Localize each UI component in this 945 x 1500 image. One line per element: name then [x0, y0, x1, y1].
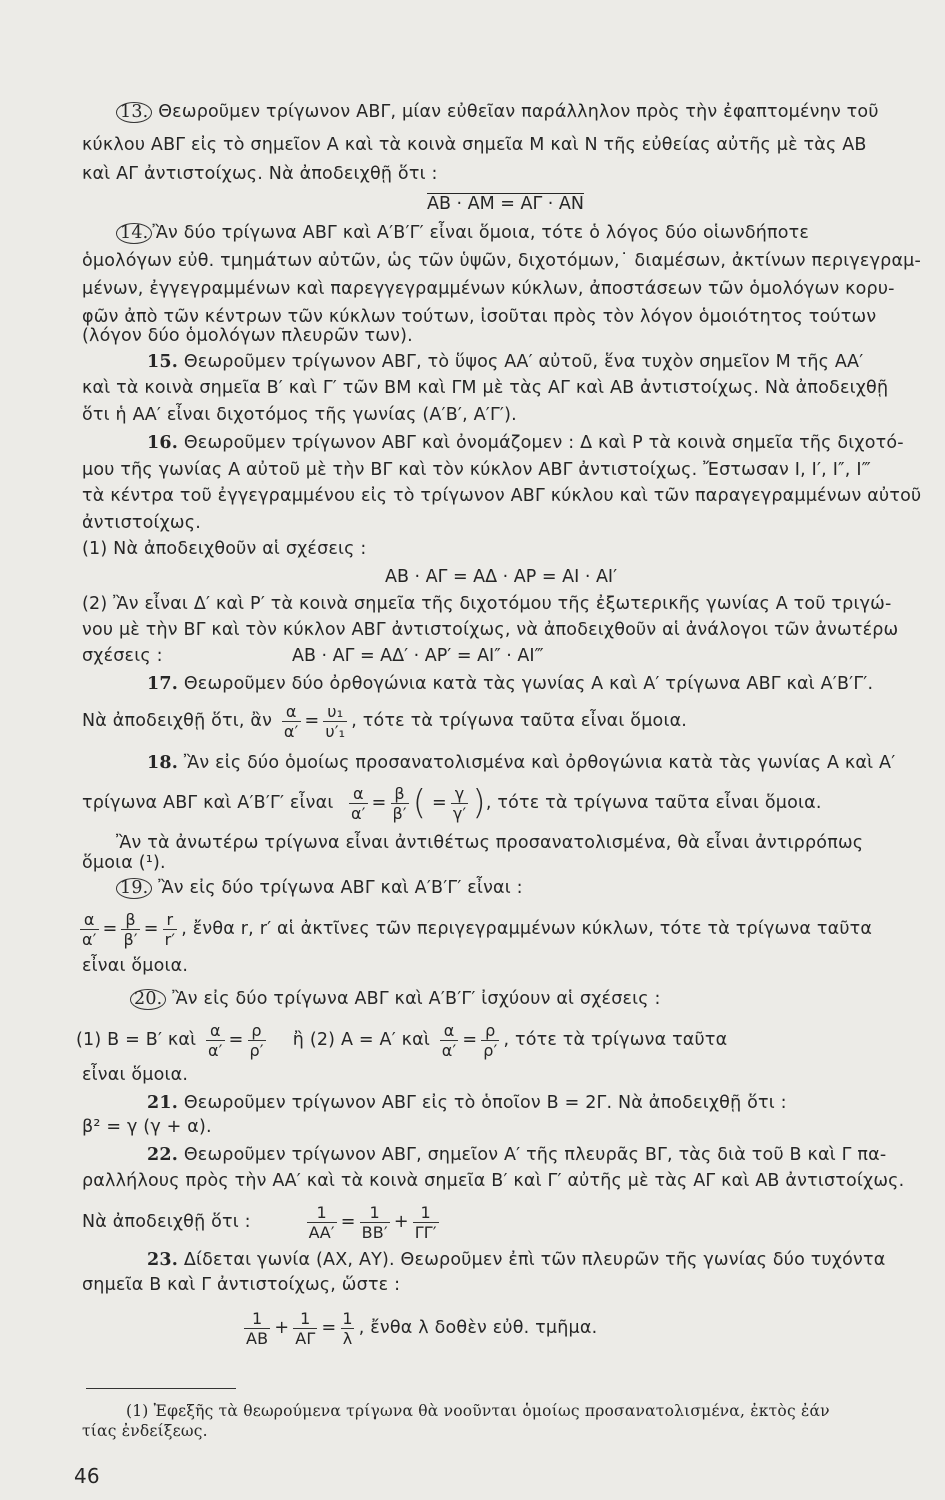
exercise-18-line-4: ὅμοια (¹). — [82, 853, 166, 873]
fraction — [440, 1021, 459, 1060]
fraction — [121, 910, 139, 949]
exercise-15-line-3: ὅτι ἡ ΑΑ′ εἶναι διχοτόμος τῆς γωνίας (Α′Β′, Α′Γ′). — [82, 405, 517, 425]
denominator: ΑΑ′ — [308, 1222, 335, 1242]
numerator: 1 — [420, 1202, 431, 1222]
fraction — [323, 702, 347, 741]
denominator: λ — [342, 1328, 353, 1348]
exercise-16-line-6: (2) Ἂν εἶναι Δ′ καὶ Ρ′ τὰ κοινὰ σημεῖα τῆς διχοτόμου τῆς ἐξωτερικῆς γωνίας Α τοῦ τριγώ- — [82, 594, 892, 614]
equation: ΑΒ · ΑΓ = ΑΔ′ · ΑΡ′ = ΑΙ″ · ΑΙ‴ — [292, 646, 544, 666]
exercise-text: Δίδεται γωνία (ΑΧ, ΑΥ). Θεωροῦμεν ἐπὶ τῶν πλευρῶν τῆς γωνίας δύο τυχόντα — [183, 1250, 886, 1270]
exercise-16-line-4: ἀντιστοίχως. — [82, 513, 202, 533]
exercise-text: τρίγωνα ΑΒΓ καὶ Α′Β′Γ′ εἶναι — [82, 793, 334, 813]
exercise-text: Ἂν εἰς δύο τρίγωνα ΑΒΓ καὶ Α′Β′Γ′ εἶναι : — [158, 878, 523, 898]
numerator: ρ — [485, 1020, 496, 1040]
numerator: β — [125, 909, 136, 929]
exercise-number: 22. — [147, 1145, 179, 1165]
exercise-text: ἢ (2) Α = Α′ καὶ — [292, 1030, 431, 1050]
exercise-text: , τότε τὰ τρίγωνα ταῦτα εἶναι ὅμοια. — [485, 793, 822, 813]
fraction — [293, 1309, 317, 1348]
left-paren: ( — [412, 783, 427, 823]
denominator: ΓΓ′ — [414, 1222, 437, 1242]
denominator: ΒΒ′ — [361, 1222, 388, 1242]
denominator: ρ′ — [249, 1040, 264, 1060]
exercise-15-line-1 — [147, 351, 863, 373]
exercise-16-line-1 — [147, 432, 904, 454]
fraction — [248, 1021, 266, 1060]
exercise-number: 16. — [147, 433, 179, 453]
exercise-text: Θεωροῦμεν τρίγωνον ΑΒΓ, τὸ ὕψος ΑΑ′ αὐτοῦ, ἕνα τυχὸν σημεῖον Μ τῆς ΑΑ′ — [183, 352, 864, 372]
exercise-14-line-3: μένων, ἐγγεγραμμένων καὶ παρεγγεγραμμένων κύκλων, ἀποστάσεων τῶν ὁμολόγων κορυ- — [82, 279, 895, 299]
exercise-22-line-3: Νὰ ἀποδειχθῇ ὅτι : $\frac{1}{AA'}$ = $\frac{1}{BB'}$ + $\frac{1}{\Gamma\Gamma'}$ — [82, 1202, 437, 1242]
fraction — [206, 1021, 225, 1060]
exercise-text: , τότε τὰ τρίγωνα ταῦτα εἶναι ὅμοια. — [351, 711, 688, 731]
denominator: ΑΓ — [295, 1328, 316, 1348]
fraction — [80, 910, 99, 949]
exercise-number: 17. — [147, 674, 179, 694]
exercise-text: Θεωροῦμεν δύο ὀρθογώνια κατὰ τὰς γωνίας Α καὶ Α′ τρίγωνα ΑΒΓ καὶ Α′Β′Γ′. — [183, 674, 874, 694]
exercise-13-line-3: καὶ ΑΓ ἀντιστοίχως. Νὰ ἀποδειχθῇ ὅτι : — [82, 164, 438, 184]
exercise-text: Θεωροῦμεν τρίγωνον ΑΒΓ, μίαν εὐθεῖαν παράλληλον πρὸς τὴν ἐφαπτομένην τοῦ — [158, 102, 879, 122]
exercise-number: 21. — [147, 1093, 179, 1113]
exercise-text: , ἔνθα λ δοθὲν εὐθ. τμῆμα. — [358, 1318, 598, 1338]
exercise-19-line-2: $\frac{\alpha}{\alpha'}$ = $\frac{\beta}{\beta'}$ = $\frac{r}{r'}$ , ἔνθα r, r′ αἱ ἀκτῖνες τῶν περιγεγραμμένων κύκλων, τότε τὰ τρίγωνα ταῦτα — [82, 909, 873, 949]
numerator: ρ — [251, 1020, 262, 1040]
fraction — [391, 784, 409, 823]
fraction — [340, 1309, 354, 1348]
exercise-number: 15. — [147, 352, 179, 372]
denominator: β′ — [392, 803, 407, 823]
numerator: 1 — [342, 1308, 353, 1328]
denominator: α′ — [283, 721, 299, 741]
exercise-text: Ἂν εἰς δύο ὁμοίως προσανατολισμένα καὶ ὀρθογώνια κατὰ τὰς γωνίας Α καὶ Α′ — [183, 753, 896, 773]
denominator: β′ — [123, 929, 138, 949]
footnote-line-2: τίας ἐνδείξεως. — [82, 1422, 208, 1440]
exercise-number: 18. — [147, 753, 179, 773]
exercise-19-line-1 — [116, 877, 523, 899]
numerator: 1 — [316, 1202, 327, 1222]
fraction — [349, 784, 368, 823]
exercise-16-line-5: (1) Νὰ ἀποδειχθοῦν αἱ σχέσεις : — [82, 539, 367, 559]
exercise-21-line-1 — [147, 1092, 787, 1114]
exercise-21-line-2: β² = γ (γ + α). — [82, 1117, 212, 1137]
fraction — [451, 784, 469, 823]
exercise-20-line-3: εἶναι ὅμοια. — [82, 1065, 189, 1085]
numerator: γ — [454, 783, 465, 803]
exercise-17-line-1 — [147, 673, 873, 695]
exercise-18-line-1 — [147, 752, 895, 774]
right-paren: ) — [472, 783, 486, 823]
exercise-14-line-1 — [116, 222, 809, 244]
exercise-text: Ἂν εἰς δύο τρίγωνα ΑΒΓ καὶ Α′Β′Γ′ ἰσχύουν αἱ σχέσεις : — [172, 989, 661, 1009]
exercise-23-line-3: $\frac{1}{AB}$ + $\frac{1}{A\Gamma}$ = $\frac{1}{\lambda}$ , ἔνθα λ δοθὲν εὐθ. τμῆμα. — [246, 1308, 598, 1348]
footnote-line-1: (1) Ἐφεξῆς τὰ θεωρούμενα τρίγωνα θὰ νοοῦνται ὁμοίως προσανατολισμένα, ἐκτὸς ἐάν — [126, 1402, 830, 1420]
equation: ΑΒ · ΑΓ = ΑΔ · ΑΡ = ΑΙ · ΑΙ′ — [385, 567, 618, 587]
exercise-number: 23. — [147, 1250, 179, 1270]
denominator: α′ — [441, 1040, 457, 1060]
exercise-14-line-4: φῶν ἀπὸ τῶν κέντρων τῶν κύκλων τούτων, ἰσοῦται πρὸς τὸν λόγον ὁμοιότητος τούτων — [82, 307, 877, 327]
exercise-text: Ἂν δύο τρίγωνα ΑΒΓ καὶ Α′Β′Γ′ εἶναι ὅμοια, τότε ὁ λόγος δύο οἱωνδήποτε — [152, 223, 810, 243]
exercise-text: , ἔνθα r, r′ αἱ ἀκτῖνες τῶν περιγεγραμμένων κύκλων, τότε τὰ τρίγωνα ταῦτα — [181, 919, 873, 939]
exercise-18-line-3: Ἂν τὰ ἀνωτέρω τρίγωνα εἶναι ἀντιθέτως προσανατολισμένα, θὰ εἶναι ἀντιρρόπως — [116, 833, 864, 853]
exercise-17-line-2: Νὰ ἀποδειχθῇ ὅτι, ἂν $\frac{\alpha}{\alpha'}$ = $\frac{\text{υ₁}}{\text{υ′₁}}$ , τότε τὰ τρίγωνα ταῦτα εἶναι ὅμοια. — [82, 701, 688, 741]
exercise-14-line-5: (λόγον δύο ὁμολόγων πλευρῶν των). — [82, 326, 413, 346]
fraction — [163, 910, 178, 949]
exercise-text: , τότε τὰ τρίγωνα ταῦτα — [503, 1030, 728, 1050]
fraction — [307, 1203, 337, 1242]
exercise-text: (1) Β = Β′ καὶ — [76, 1030, 197, 1050]
numerator: α — [83, 909, 95, 929]
fraction — [282, 702, 301, 741]
exercise-22-line-2: ραλλήλους πρὸς τὴν ΑΑ′ καὶ τὰ κοινὰ σημεῖα Β′ καὶ Γ′ αὐτῆς μὲ τὰς ΑΓ καὶ ΑΒ ἀντιστοίχως. — [82, 1171, 905, 1191]
exercise-number: 13. — [116, 102, 152, 123]
fraction — [481, 1021, 499, 1060]
fraction — [360, 1203, 390, 1242]
exercise-14-line-2: ὁμολόγων εὐθ. τμημάτων αὐτῶν, ὡς τῶν ὑψῶν, διχοτόμων,˙ διαμέσων, ἀκτίνων περιγεγραμ- — [82, 251, 922, 271]
exercise-16-line-3: τὰ κέντρα τοῦ ἐγγεγραμμένου εἰς τὸ τρίγωνον ΑΒΓ κύκλου καὶ τῶν παραγεγραμμένων αὐτοῦ — [82, 486, 922, 506]
exercise-19-line-3: εἶναι ὅμοια. — [82, 956, 189, 976]
exercise-text: Θεωροῦμεν τρίγωνον ΑΒΓ, σημεῖον Α′ τῆς πλευρᾶς ΒΓ, τὰς διὰ τοῦ Β καὶ Γ πα- — [183, 1145, 887, 1165]
numerator: υ₁ — [327, 701, 344, 721]
exercise-15-line-2: καὶ τὰ κοινὰ σημεῖα Β′ καὶ Γ′ τῶν ΒΜ καὶ ΓΜ μὲ τὰς ΑΓ καὶ ΑΒ ἀντιστοίχως. Νὰ ἀποδειχθῇ — [82, 378, 889, 398]
denominator: γ′ — [452, 803, 467, 823]
equation: ΑΒ · ΑΜ = ΑΓ · ΑΝ — [427, 194, 584, 214]
numerator: 1 — [251, 1308, 263, 1328]
exercise-20-line-2: (1) Β = Β′ καὶ $\frac{\alpha}{\alpha'}$ = $\frac{\rho}{\rho'}$ ἢ (2) Α = Α′ καὶ $\frac{\alpha}{\alpha'}$ = $\frac{\rho}{\rho'}$ , τότε τὰ τρίγωνα ταῦτα — [76, 1020, 728, 1060]
exercise-18-line-2: τρίγωνα ΑΒΓ καὶ Α′Β′Γ′ εἶναι $\frac{\alpha}{\alpha'}$ = $\frac{\beta}{\beta'}$ ( = $\frac{\gamma}{\gamma'}$ ) , τότε τὰ τρίγωνα ταῦτα εἶναι ὅμοια. — [82, 783, 822, 823]
exercise-text: Θεωροῦμεν τρίγωνον ΑΒΓ εἰς τὸ ὁποῖον Β = 2Γ. Νὰ ἀποδειχθῇ ὅτι : — [183, 1093, 787, 1113]
page-number: 46 — [74, 1464, 100, 1488]
numerator: r — [166, 909, 174, 929]
denominator: ρ′ — [483, 1040, 498, 1060]
numerator: α — [443, 1020, 455, 1040]
exercise-16-line-2: μου τῆς γωνίας Α αὐτοῦ μὲ τὴν ΒΓ καὶ τὸν κύκλον ΑΒΓ ἀντιστοίχως. Ἔστωσαν Ι, Ι′, Ι″, Ι‴ — [82, 460, 871, 480]
exercise-13-line-2: κύκλου ΑΒΓ εἰς τὸ σημεῖον Α καὶ τὰ κοινὰ σημεῖα Μ καὶ Ν τῆς εὐθείας αὐτῆς μὲ τὰς ΑΒ — [82, 135, 867, 155]
exercise-23-line-2: σημεῖα Β καὶ Γ ἀντιστοίχως, ὥστε : — [82, 1275, 401, 1295]
exercise-text: Θεωροῦμεν τρίγωνον ΑΒΓ καὶ ὀνομάζομεν : Δ καὶ Ρ τὰ κοινὰ σημεῖα τῆς διχοτό- — [183, 433, 904, 453]
numerator: β — [394, 783, 405, 803]
exercise-text: Νὰ ἀποδειχθῇ ὅτι : — [82, 1212, 251, 1232]
denominator: r′ — [164, 929, 176, 949]
numerator: α — [352, 783, 364, 803]
numerator: 1 — [369, 1202, 380, 1222]
fraction — [413, 1203, 439, 1242]
exercise-number: 14. — [116, 223, 152, 244]
numerator: 1 — [300, 1308, 311, 1328]
numerator: α — [209, 1020, 221, 1040]
exercise-number: 20. — [130, 989, 166, 1010]
exercise-13-line-1 — [116, 101, 879, 123]
exercise-23-line-1 — [147, 1249, 885, 1271]
exercise-text: Νὰ ἀποδειχθῇ ὅτι, ἂν — [82, 711, 273, 731]
exercise-22-line-1 — [147, 1144, 886, 1166]
denominator: υ′₁ — [325, 721, 346, 741]
fraction — [244, 1309, 270, 1348]
denominator: α′ — [82, 929, 97, 949]
footnote-rule — [86, 1388, 236, 1389]
exercise-20-line-1 — [130, 988, 661, 1010]
denominator: ΑΒ — [246, 1328, 269, 1348]
numerator: α — [285, 701, 297, 721]
exercise-16-line-8: σχέσεις : — [82, 646, 163, 666]
denominator: α′ — [351, 803, 366, 823]
exercise-number: 19. — [116, 878, 152, 899]
exercise-16-line-7: νου μὲ τὴν ΒΓ καὶ τὸν κύκλον ΑΒΓ ἀντιστοίχως, νὰ ἀποδειχθοῦν αἱ ἀνάλογοι τῶν ἀνωτέρω — [82, 620, 899, 640]
denominator: α′ — [208, 1040, 223, 1060]
